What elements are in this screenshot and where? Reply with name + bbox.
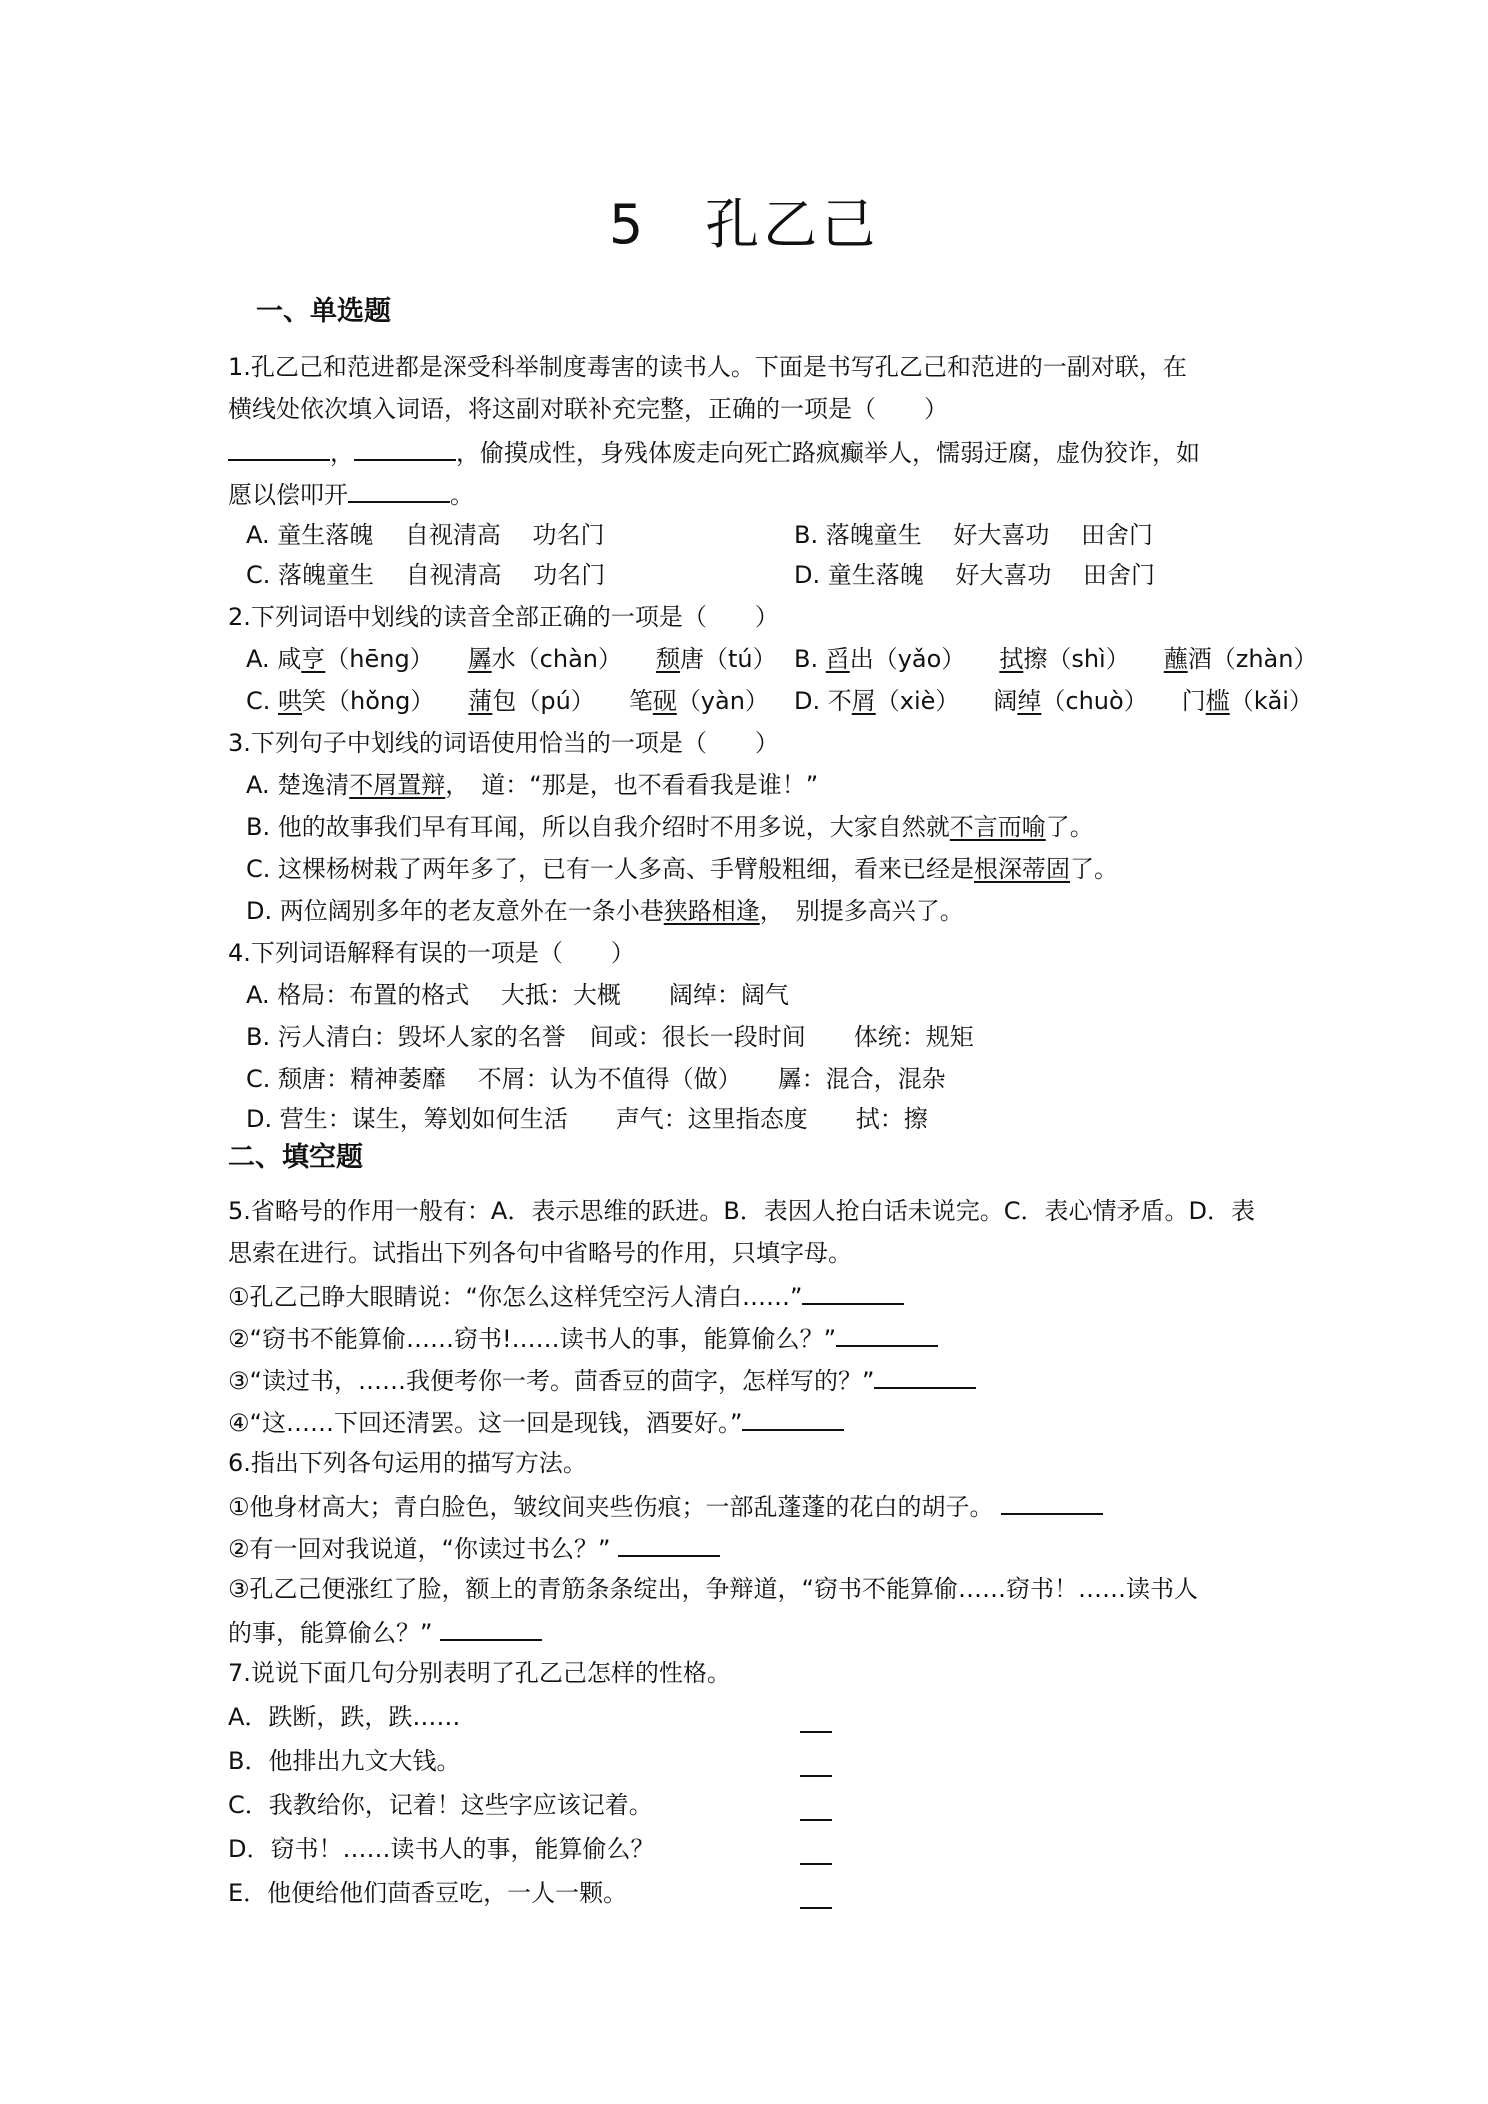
- section-heading-fill-in: 二、填空题: [228, 1142, 363, 1173]
- q5-item: ①孔乙己睁大眼睛说：“你怎么这样凭空污人清白……”: [228, 1277, 904, 1315]
- q6-item: ①他身材高大；青白脸色，皱纹间夹些伤痕；一部乱蓬蓬的花白的胡子。: [228, 1487, 1103, 1525]
- q6-item-cont: 的事，能算偷么？”: [228, 1613, 542, 1651]
- answer-blank[interactable]: [354, 433, 456, 461]
- answer-blank[interactable]: [874, 1361, 976, 1389]
- q4-stem: 4.下列词语解释有误的一项是（ ）: [228, 939, 635, 967]
- q7-item: A．跌断，跌，跌……: [228, 1699, 828, 1735]
- q1-option-a: A. 童生落魄 自视清高 功名门: [246, 521, 605, 549]
- answer-blank[interactable]: [348, 475, 450, 503]
- answer-blank[interactable]: [802, 1277, 904, 1305]
- q1-stem-line4: 愿以偿叩开 。: [228, 475, 474, 513]
- answer-blank[interactable]: [228, 433, 330, 461]
- answer-blank[interactable]: [800, 1749, 832, 1777]
- q7-item: E．他便给他们茴香豆吃，一人一颗。: [228, 1875, 828, 1911]
- q6-item: ③孔乙己便涨红了脸，额上的青筋条条绽出，争辩道，“窃书不能算偷……窃书！……读书人: [228, 1575, 1198, 1603]
- page-title: 5 孔乙己: [608, 193, 880, 256]
- q7-stem: 7.说说下面几句分别表明了孔乙己怎样的性格。: [228, 1659, 731, 1687]
- q7-item: B．他排出九文大钱。: [228, 1743, 828, 1779]
- answer-blank[interactable]: [800, 1881, 832, 1909]
- q5-stem-line1: 5.省略号的作用一般有：A．表示思维的跃进。B．表因人抢白话未说完。C．表心情矛盾。D．表: [228, 1197, 1256, 1225]
- q3-option-a: A. 楚逸清不屑置辩， 道：“那是，也不看看我是谁！”: [246, 771, 819, 799]
- answer-blank[interactable]: [800, 1705, 832, 1733]
- section-heading-single-choice: 一、单选题: [256, 296, 391, 327]
- q1-option-c: C. 落魄童生 自视清高 功名门: [246, 561, 606, 589]
- q5-item: ③“读过书，……我便考你一考。茴香豆的茴字，怎样写的？”: [228, 1361, 976, 1399]
- answer-blank[interactable]: [800, 1837, 832, 1865]
- q2-option-c: C. 哄笑（hǒng） 蒲包（pú） 笔砚（yàn）: [246, 687, 769, 715]
- answer-blank[interactable]: [836, 1319, 938, 1347]
- q1-option-d: D. 童生落魄 好大喜功 田舍门: [794, 561, 1155, 589]
- q2-option-a: A. 咸亨（hēng） 羼水（chàn） 颓唐（tú）: [246, 645, 777, 673]
- answer-blank[interactable]: [618, 1529, 720, 1557]
- q3-option-c: C. 这棵杨树栽了两年多了，已有一人多高、手臂般粗细，看来已经是根深蒂固了。: [246, 855, 1119, 883]
- q1-stem-line2: 横线处依次填入词语，将这副对联补充完整，正确的一项是（ ）: [228, 395, 948, 423]
- q1-option-b: B. 落魄童生 好大喜功 田舍门: [794, 521, 1153, 549]
- q7-item: D．窃书！……读书人的事，能算偷么？: [228, 1831, 828, 1867]
- q2-stem: 2.下列词语中划线的读音全部正确的一项是（ ）: [228, 603, 779, 631]
- q7-item: C．我教给你，记着！这些字应该记着。: [228, 1787, 828, 1823]
- q4-option-d: D. 营生：谋生，筹划如何生活 声气：这里指态度 拭：擦: [246, 1105, 928, 1133]
- q2-option-d: D. 不屑（xiè） 阔绰（chuò） 门槛（kǎi）: [794, 687, 1313, 715]
- q1-stem-line3: ， ，偷摸成性，身残体废走向死亡路疯癫举人，懦弱迂腐，虚伪狡诈，如: [228, 433, 1200, 471]
- q4-option-c: C. 颓唐：精神萎靡 不屑：认为不值得（做） 羼：混合，混杂: [246, 1065, 946, 1093]
- answer-blank[interactable]: [440, 1613, 542, 1641]
- q5-item: ④“这……下回还清罢。这一回是现钱，酒要好。”: [228, 1403, 844, 1441]
- q3-option-d: D. 两位阔别多年的老友意外在一条小巷狭路相逢， 别提多高兴了。: [246, 897, 964, 925]
- q4-option-a: A. 格局：布置的格式 大抵：大概 阔绰：阔气: [246, 981, 789, 1009]
- answer-blank[interactable]: [800, 1793, 832, 1821]
- q4-option-b: B. 污人清白：毁坏人家的名誉 间或：很长一段时间 体统：规矩: [246, 1023, 974, 1051]
- q2-option-b: B. 舀出（yǎo） 拭擦（shì） 蘸酒（zhàn）: [794, 645, 1318, 673]
- q6-item: ②有一回对我说道，“你读过书么？”: [228, 1529, 720, 1567]
- q5-item: ②“窃书不能算偷……窃书!……读书人的事，能算偷么？”: [228, 1319, 938, 1357]
- q3-option-b: B. 他的故事我们早有耳闻，所以自我介绍时不用多说，大家自然就不言而喻了。: [246, 813, 1094, 841]
- q5-stem-line2: 思索在进行。试指出下列各句中省略号的作用，只填字母。: [228, 1239, 852, 1267]
- answer-blank[interactable]: [742, 1403, 844, 1431]
- q1-stem-line1: 1.孔乙己和范进都是深受科举制度毒害的读书人。下面是书写孔乙己和范进的一副对联，在: [228, 353, 1187, 381]
- q3-stem: 3.下列句子中划线的词语使用恰当的一项是（ ）: [228, 729, 779, 757]
- q6-stem: 6.指出下列各句运用的描写方法。: [228, 1449, 587, 1477]
- answer-blank[interactable]: [1001, 1487, 1103, 1515]
